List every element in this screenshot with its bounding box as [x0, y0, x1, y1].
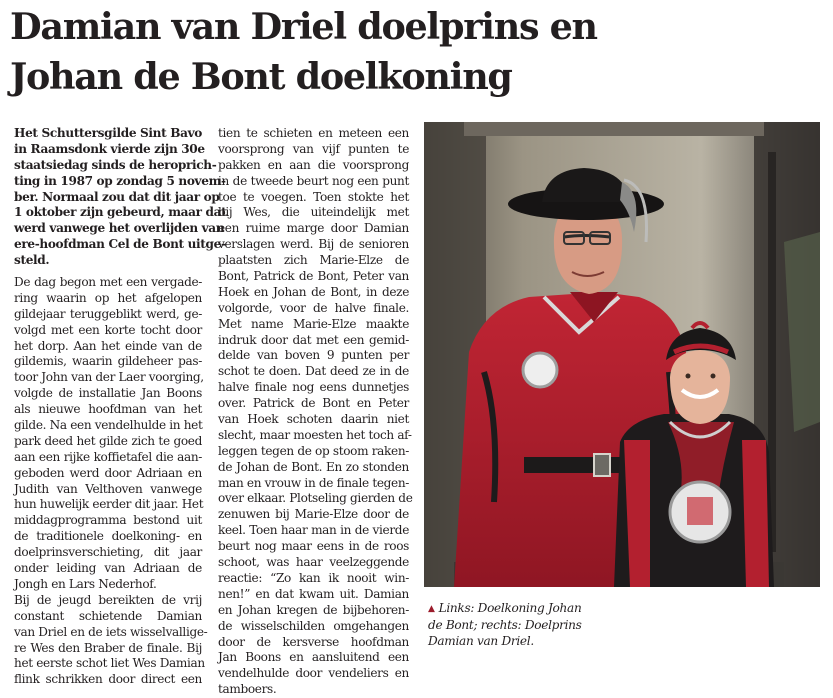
body-line: bij Wes, die uiteindelijk met: [218, 205, 409, 220]
body-line: ring waarin op het afgelopen: [14, 290, 202, 305]
intro-line: steld.: [14, 253, 50, 268]
body-line: Met name Marie-Elze maakte: [218, 316, 409, 331]
body-line: als nieuwe hoofdman van het: [14, 402, 202, 417]
body-line: tamboers.: [218, 682, 277, 697]
body-line: delde van boven 9 punten per: [218, 348, 409, 363]
body-line: in de tweede beurt nog een punt: [218, 173, 409, 188]
body-line: door de kersverse hoofdman: [218, 634, 409, 649]
body-line: verslagen werd. Bij de senioren: [218, 237, 409, 252]
article-column-middle: [218, 126, 413, 698]
body-line: constant schietende Damian: [14, 608, 202, 623]
intro-line: werd vanwege het overlijden van: [14, 221, 225, 236]
body-line: volgd met een korte tocht door: [14, 322, 202, 337]
body-line: nen!” en dat kwam uit. Damian: [218, 586, 409, 601]
body-line: doelprinsverschieting, dit jaar: [14, 545, 202, 560]
body-line: aan een rijke koffietafel die aan-: [14, 449, 202, 464]
body-line: Jan Boons en aansluitend een: [218, 650, 409, 665]
body-line: gilde. Na een vendelhulde in het: [14, 418, 203, 433]
body-line: keel. Toen haar man in de vierde: [218, 523, 409, 538]
body-line: re Wes den Braber de finale. Bij: [14, 640, 202, 655]
body-line: gildejaar teruggeblikt werd, ge-: [14, 306, 202, 321]
intro-paragraph: [14, 126, 227, 269]
body-line: over elkaar. Plotseling gierden de: [218, 491, 413, 506]
body-line: de wisselschilden omgehangen: [218, 618, 409, 633]
body-line: voorsprong van vijf punten te: [218, 141, 409, 156]
body-paragraph: [14, 275, 208, 688]
headline-line: Damian van Driel doelprins en: [10, 5, 597, 48]
body-line: middagprogramma bestond uit: [14, 513, 202, 528]
headline-line: Johan de Bont doelkoning: [10, 55, 512, 98]
body-line: van Hoek schoten daarin niet: [218, 412, 409, 427]
body-line: beurt nog maar eens in de roos: [218, 539, 409, 554]
body-line: Hoek en Johan de Bont, in deze: [218, 284, 409, 299]
body-line: leggen tegen de op stoom raken-: [218, 443, 409, 458]
body-line: volgde de installatie Jan Boons: [14, 386, 202, 401]
caption-line: de Bont; rechts: Doelprins: [428, 618, 582, 632]
body-line: De dag begon met een vergade-: [14, 275, 202, 290]
body-line: Judith van Velthoven vanwege: [14, 481, 202, 496]
body-line: zenuwen bij Marie-Elze door de: [218, 507, 409, 522]
body-line: een ruime marge door Damian: [218, 221, 409, 236]
body-line: schot te doen. Dat deed ze in de: [218, 364, 409, 379]
body-line: toor John van der Laer voorging,: [14, 370, 204, 385]
body-line: flink schrikken door direct een: [14, 672, 202, 687]
caption-line: ▲ Links: Doelkoning Johan: [428, 601, 582, 615]
body-line: Bij de jeugd bereikten de vrij: [14, 592, 202, 607]
body-line: plaatsten zich Marie-Elze de: [218, 253, 409, 268]
body-line: toe te voegen. Toen stokte het: [218, 189, 409, 204]
caption-marker-icon: ▲: [428, 604, 435, 614]
body-line: het dorp. Aan het einde van de: [14, 338, 202, 353]
body-line: onder leiding van Adriaan de: [14, 561, 202, 576]
body-line: over. Patrick de Bont en Peter: [218, 396, 409, 411]
photo-caption: [428, 600, 628, 649]
article-column-left: [14, 126, 227, 688]
body-line: gildemis, waarin gildeheer pas-: [14, 354, 202, 369]
body-line: schoot, was haar veelzeggende: [218, 555, 409, 570]
body-line: man en vrouw in de finale tegen-: [218, 475, 410, 490]
caption-line: Damian van Driel.: [428, 634, 534, 648]
body-line: de traditionele doelkoning- en: [14, 529, 202, 544]
body-line: tien te schieten en meteen een: [218, 126, 409, 140]
article-photo: [424, 122, 820, 587]
body-line: van Driel en de iets wisselvallige-: [14, 624, 208, 639]
body-line: hun huwelijk eerder dit jaar. Het: [14, 497, 204, 512]
intro-line: ting in 1987 op zondag 5 novem-: [14, 173, 226, 188]
body-line: park deed het gilde zich te goed: [14, 433, 202, 448]
intro-line: ere-hoofdman Cel de Bont uitge-: [14, 237, 226, 252]
intro-line: Het Schuttersgilde Sint Bavo: [14, 126, 202, 140]
intro-line: ber. Normaal zou dat dit jaar op: [14, 189, 220, 204]
body-line: geboden werd door Adriaan en: [14, 465, 202, 480]
intro-line: 1 oktober zijn gebeurd, maar dat: [14, 205, 227, 220]
headline: [10, 2, 825, 102]
body-line: slecht, maar moesten het toch af-: [218, 427, 412, 442]
body-line: reactie: “Zo kan ik nooit win-: [218, 570, 409, 585]
body-line: indruk door dat met een gemid-: [218, 332, 409, 347]
body-line: Bont, Patrick de Bont, Peter van: [218, 269, 409, 284]
body-line: volgorde, voor de halve finale.: [218, 300, 409, 315]
body-line: en Johan kregen de bijbehoren-: [218, 602, 409, 617]
body-line: pakken en aan die voorsprong: [218, 157, 409, 172]
body-line: het eerste schot liet Wes Damian: [14, 656, 205, 671]
body-line: vendelhulde door vendeliers en: [218, 666, 409, 681]
body-line: Jongh en Lars Nederhof.: [14, 576, 157, 591]
body-line: halve finale nog eens dunnetjes: [218, 380, 409, 395]
body-line: de Johan de Bont. En zo stonden: [218, 459, 409, 474]
intro-line: in Raamsdonk vierde zijn 30e: [14, 141, 205, 156]
intro-line: staatsiedag sinds de heroprich-: [14, 157, 217, 172]
